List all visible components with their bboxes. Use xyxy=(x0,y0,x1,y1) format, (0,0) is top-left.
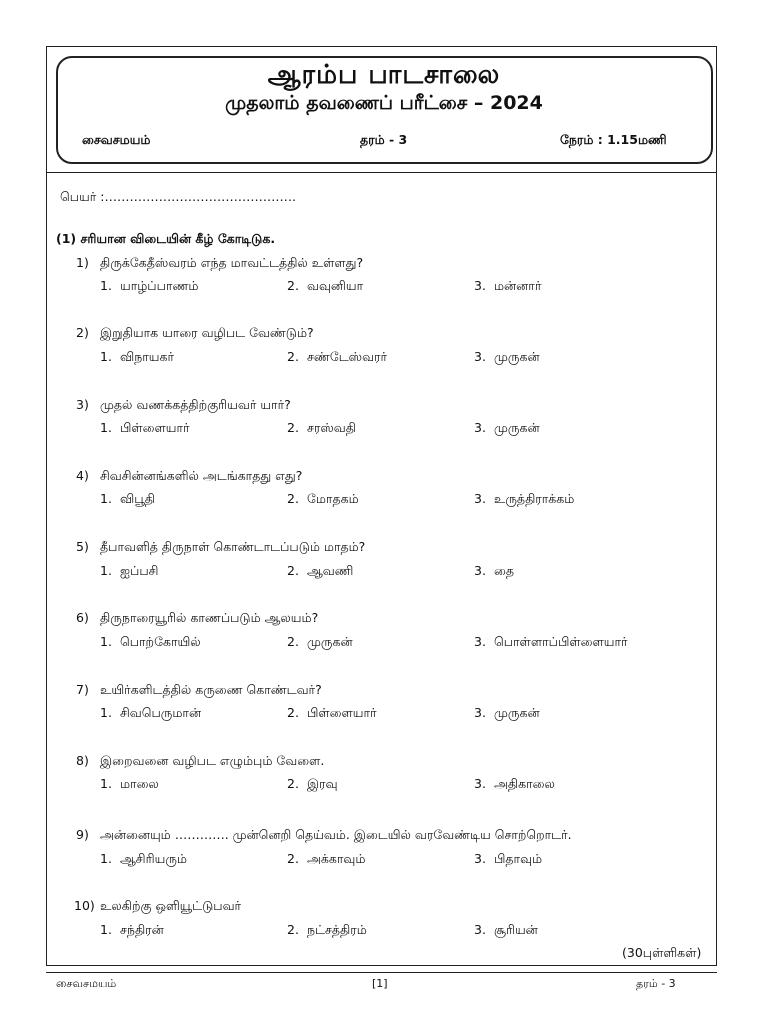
question-number: 8) xyxy=(76,753,89,768)
q1-option-2: 2. வவுனியா xyxy=(287,278,364,293)
footer-page-number: [1] xyxy=(372,977,388,990)
question-text: திருக்கேதீஸ்வரம் எந்த மாவட்டத்தில் உள்ளது? xyxy=(100,255,364,270)
footer-divider xyxy=(46,972,717,973)
q10-option-2: 2. நட்சத்திரம் xyxy=(287,922,367,937)
q8-option-2: 2. இரவு xyxy=(287,776,338,791)
question-number: 6) xyxy=(76,610,89,625)
q6-option-3: 3. பொள்ளாப்பிள்ளையார் xyxy=(474,634,628,649)
q3-option-1: 1. பிள்ளையார் xyxy=(100,420,190,435)
question-number: 5) xyxy=(76,539,89,554)
question-number: 9) xyxy=(76,827,89,842)
total-marks: (30புள்ளிகள்) xyxy=(622,945,702,960)
exam-title: முதலாம் தவணைப் பரீட்சை – 2024 xyxy=(225,92,543,114)
q7-option-1: 1. சிவபெருமான் xyxy=(100,705,202,720)
q4-option-2: 2. மோதகம் xyxy=(287,491,359,506)
q9-option-3: 3. பிதாவும் xyxy=(474,851,543,866)
question-8 xyxy=(76,753,324,770)
question-10 xyxy=(74,898,241,915)
q10-option-1: 1. சந்திரன் xyxy=(100,922,164,937)
question-number: 4) xyxy=(76,468,89,483)
question-3 xyxy=(76,397,291,414)
q2-option-2: 2. சண்டேஸ்வரர் xyxy=(287,349,388,364)
question-text: இறைவனை வழிபட எழும்பும் வேளை. xyxy=(100,753,325,768)
question-4 xyxy=(76,468,302,485)
q1-option-1: 1. யாழ்ப்பாணம் xyxy=(100,278,199,293)
q9-option-2: 2. அக்காவும் xyxy=(287,851,366,866)
question-text: சிவசின்னங்களில் அடங்காதது எது? xyxy=(100,468,303,483)
q6-option-2: 2. முருகன் xyxy=(287,634,353,649)
name-line: பெயர் :………………………………………. xyxy=(60,189,296,204)
question-number: 7) xyxy=(76,682,89,697)
grade-label: தரம் - 3 xyxy=(360,132,408,147)
q5-option-3: 3. தை xyxy=(474,563,514,578)
question-text: உயிர்களிடத்தில் கருணை கொண்டவர்? xyxy=(100,682,322,697)
footer-grade: தரம் - 3 xyxy=(636,977,676,990)
q1-option-3: 3. மன்னார் xyxy=(474,278,542,293)
q8-option-1: 1. மாலை xyxy=(100,776,159,791)
q7-option-2: 2. பிள்ளையார் xyxy=(287,705,377,720)
q9-option-1: 1. ஆசிரியரும் xyxy=(100,851,187,866)
question-2 xyxy=(76,325,314,342)
question-text: முதல் வணக்கத்திற்குரியவர் யார்? xyxy=(100,397,291,412)
time-label: நேரம் : 1.15மணி xyxy=(560,132,667,147)
question-6 xyxy=(76,610,318,627)
question-text: அன்னையும் …………. முன்னெறி தெய்வம். இடையில் வரவேண்டிய சொற்றொடர். xyxy=(100,827,572,842)
subject-label: சைவசமயம் xyxy=(82,132,151,147)
footer-subject: சைவசமயம் xyxy=(56,977,117,990)
header-divider xyxy=(46,172,717,173)
question-text: உலகிற்கு ஒளியூட்டுபவர் xyxy=(100,898,242,913)
section-title: (1) சரியான விடையின் கீழ் கோடிடுக. xyxy=(56,231,276,246)
question-text: இறுதியாக யாரை வழிபட வேண்டும்? xyxy=(100,325,314,340)
question-9 xyxy=(76,827,572,844)
q5-option-1: 1. ஐப்பசி xyxy=(100,563,159,578)
question-number: 1) xyxy=(76,255,89,270)
q4-option-3: 3. உருத்திராக்கம் xyxy=(474,491,575,506)
q10-option-3: 3. சூரியன் xyxy=(474,922,538,937)
q3-option-3: 3. முருகன் xyxy=(474,420,540,435)
question-number: 10) xyxy=(74,898,95,913)
q2-option-3: 3. முருகன் xyxy=(474,349,540,364)
question-number: 2) xyxy=(76,325,89,340)
q8-option-3: 3. அதிகாலை xyxy=(474,776,555,791)
question-text: தீபாவளித் திருநாள் கொண்டாடப்படும் மாதம்? xyxy=(100,539,366,554)
question-1 xyxy=(76,255,363,272)
question-7 xyxy=(76,682,322,699)
q6-option-1: 1. பொற்கோயில் xyxy=(100,634,201,649)
q7-option-3: 3. முருகன் xyxy=(474,705,540,720)
q5-option-2: 2. ஆவணி xyxy=(287,563,354,578)
question-5 xyxy=(76,539,365,556)
question-text: திருநாரையூரில் காணப்படும் ஆலயம்? xyxy=(100,610,319,625)
q3-option-2: 2. சரஸ்வதி xyxy=(287,420,357,435)
school-name: ஆரம்ப பாடசாலை xyxy=(267,60,501,90)
question-number: 3) xyxy=(76,397,89,412)
q2-option-1: 1. விநாயகர் xyxy=(100,349,175,364)
q4-option-1: 1. விபூதி xyxy=(100,491,156,506)
